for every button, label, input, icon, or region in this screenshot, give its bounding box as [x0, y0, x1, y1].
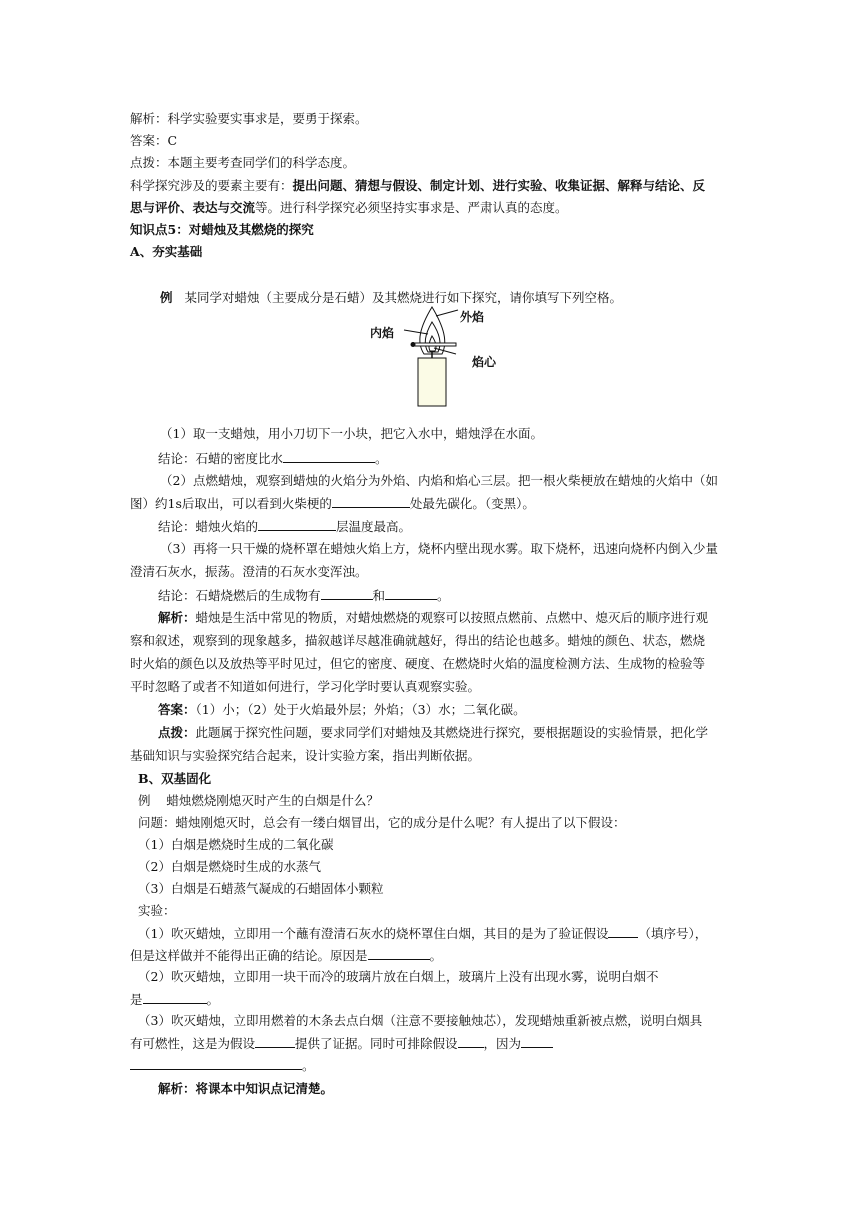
answer-blank[interactable] [385, 586, 437, 600]
hypothesis-2: （2）白烟是燃烧时生成的水蒸气 [138, 859, 321, 874]
experiment-2-line-cont: 是 。 [130, 992, 220, 1007]
conclusion-3-line: 结论：石蜡烧燃后的生成物有 和 。 [158, 588, 450, 603]
hint-paragraph-2: 基础知识与实验探究结合起来，设计实验方案，指出判断依据。 [130, 748, 481, 763]
experiment-1-line-cont: 但是这样做并不能得出正确的结论。原因是 。 [130, 948, 443, 963]
candle-flame-figure [360, 302, 510, 412]
step-3-line: （3）再将一只干燥的烧杯罩在蜡烛火焰上方，烧杯内壁出现水雾。取下烧杯，迅速向烧杯内倒入少量 [160, 541, 718, 556]
answer-blank[interactable] [143, 990, 207, 1004]
hypothesis-1: （1）白烟是燃烧时生成的二氧化碳 [138, 837, 334, 852]
hint-line: 点拨：本题主要考查同学们的科学态度。 [130, 155, 356, 170]
analysis-paragraph-3: 时火焰的颜色以及放热等平时见过，但它的密度、硬度、在燃烧时火焰的温度检测方法、生成物的检验等 [130, 656, 706, 671]
inner-flame-pointer [404, 330, 428, 334]
step-3-line-cont: 澄清石灰水，振荡。澄清的石灰水变浑浊。 [130, 564, 368, 579]
experiment-heading: 实验： [138, 903, 176, 918]
experiment-3-line-end: 。 [130, 1056, 730, 1075]
answer-blank[interactable] [130, 1056, 302, 1070]
answer-blank[interactable] [521, 1034, 553, 1048]
answer-blank[interactable] [321, 586, 373, 600]
analysis-paragraph-1: 解析：蜡烛是生活中常见的物质，对蜡烛燃烧的观察可以按照点燃前、点燃中、熄灭后的顺序进行观 [158, 610, 709, 625]
question-line: 问题：蜡烛刚熄灭时，总会有一缕白烟冒出，它的成分是什么呢？有人提出了以下假设： [138, 815, 626, 830]
answer-blank[interactable] [255, 1034, 295, 1048]
flame-core-label: 焰心 [472, 355, 497, 369]
matchstick [412, 343, 456, 346]
knowledge-point-title: 知识点5：对蜡烛及其燃烧的探究 [130, 222, 314, 237]
example-intro: 例 某同学对蜡烛（主要成分是石蜡）及其燃烧进行如下探究，请你填写下列空格。 [160, 290, 622, 305]
example-2-intro: 例 蜡烛燃烧刚熄灭时产生的白烟是什么？ [138, 793, 379, 808]
outer-flame-label: 外焰 [460, 310, 485, 324]
elements-line-1: 科学探究涉及的要素主要有：提出问题、猜想与假设、制定计划、进行实验、收集证据、解释与结论、反 [130, 178, 706, 193]
answer-blank[interactable] [608, 924, 638, 938]
matchstick-head [411, 342, 416, 347]
answer-blank[interactable] [283, 449, 375, 463]
analysis-paragraph-4: 平时忽略了或者不知道如何进行，学习化学时要认真观察实验。 [130, 679, 481, 694]
hypothesis-3: （3）白烟是石蜡蒸气凝成的石蜡固体小颗粒 [138, 881, 384, 896]
step-1-line: （1）取一支蜡烛，用小刀切下一小块，把它入水中，蜡烛浮在水面。 [160, 426, 543, 441]
answer-blank[interactable] [258, 517, 336, 531]
experiment-3-line: （3）吹灭蜡烛，立即用燃着的木条去点白烟（注意不要接触烛芯），发现蜡烛重新被点燃，说明白烟具 [138, 1013, 703, 1028]
outer-flame-pointer [436, 310, 458, 316]
answer-blank[interactable] [458, 1034, 484, 1048]
analysis-paragraph-2: 察和叙述，观察到的现象越多，描叙越详尽越准确就越好，得出的结论也越多。蜡烛的颜色、状态，燃烧 [130, 633, 706, 648]
experiment-3-line-cont: 有可燃性，这是为假设 提供了证据。同时可排除假设 ，因为 [130, 1034, 730, 1053]
elements-line-2: 思与评价、表达与交流等。进行科学探究必须坚持实事求是、严肃认真的态度。 [130, 200, 568, 215]
section-b-heading: B、双基固化 [138, 771, 212, 786]
conclusion-1-line: 结论：石蜡的密度比水 。 [158, 451, 388, 466]
experiment-1-line: （1）吹灭蜡烛，立即用一个蘸有澄清石灰水的烧杯罩住白烟，其目的是为了验证假设 （填序号）， [138, 926, 708, 941]
hint-paragraph-1: 点拨：此题属于探究性问题，要求同学们对蜡烛及其燃烧进行探究，要根据题设的实验情景，把化学 [158, 725, 709, 740]
answer-line: 答案：C [130, 133, 178, 148]
answer-blank[interactable] [332, 494, 410, 508]
experiment-2-line: （2）吹灭蜡烛，立即用一块干而冷的玻璃片放在白烟上，玻璃片上没有出现水雾，说明白烟不 [138, 969, 659, 984]
answer-blank[interactable] [368, 946, 430, 960]
outer-flame-shape [420, 307, 445, 354]
core-pointer [434, 348, 456, 354]
step-2-line: （2）点燃蜡烛，观察到蜡烛的火焰分为外焰、内焰和焰心三层。把一根火柴梗放在蜡烛的火焰中（如 [160, 473, 718, 488]
inner-flame-label: 内焰 [370, 326, 395, 340]
section-a-heading: A、夯实基础 [130, 244, 203, 259]
analysis-line: 解析：科学实验要实事求是，要勇于探索。 [130, 111, 368, 126]
final-analysis-line: 解析：将课本中知识点记清楚。 [158, 1081, 334, 1096]
step-2-line-cont: 图）约1s后取出，可以看到火柴梗的 处最先碳化。（变黑）。 [130, 496, 535, 511]
answer-summary-line: 答案：（1）小；（2）处于火焰最外层；外焰；（3）水；二氧化碳。 [158, 702, 526, 717]
conclusion-2-line: 结论：蜡烛火焰的 层温度最高。 [158, 519, 412, 534]
candle-body [418, 358, 446, 406]
